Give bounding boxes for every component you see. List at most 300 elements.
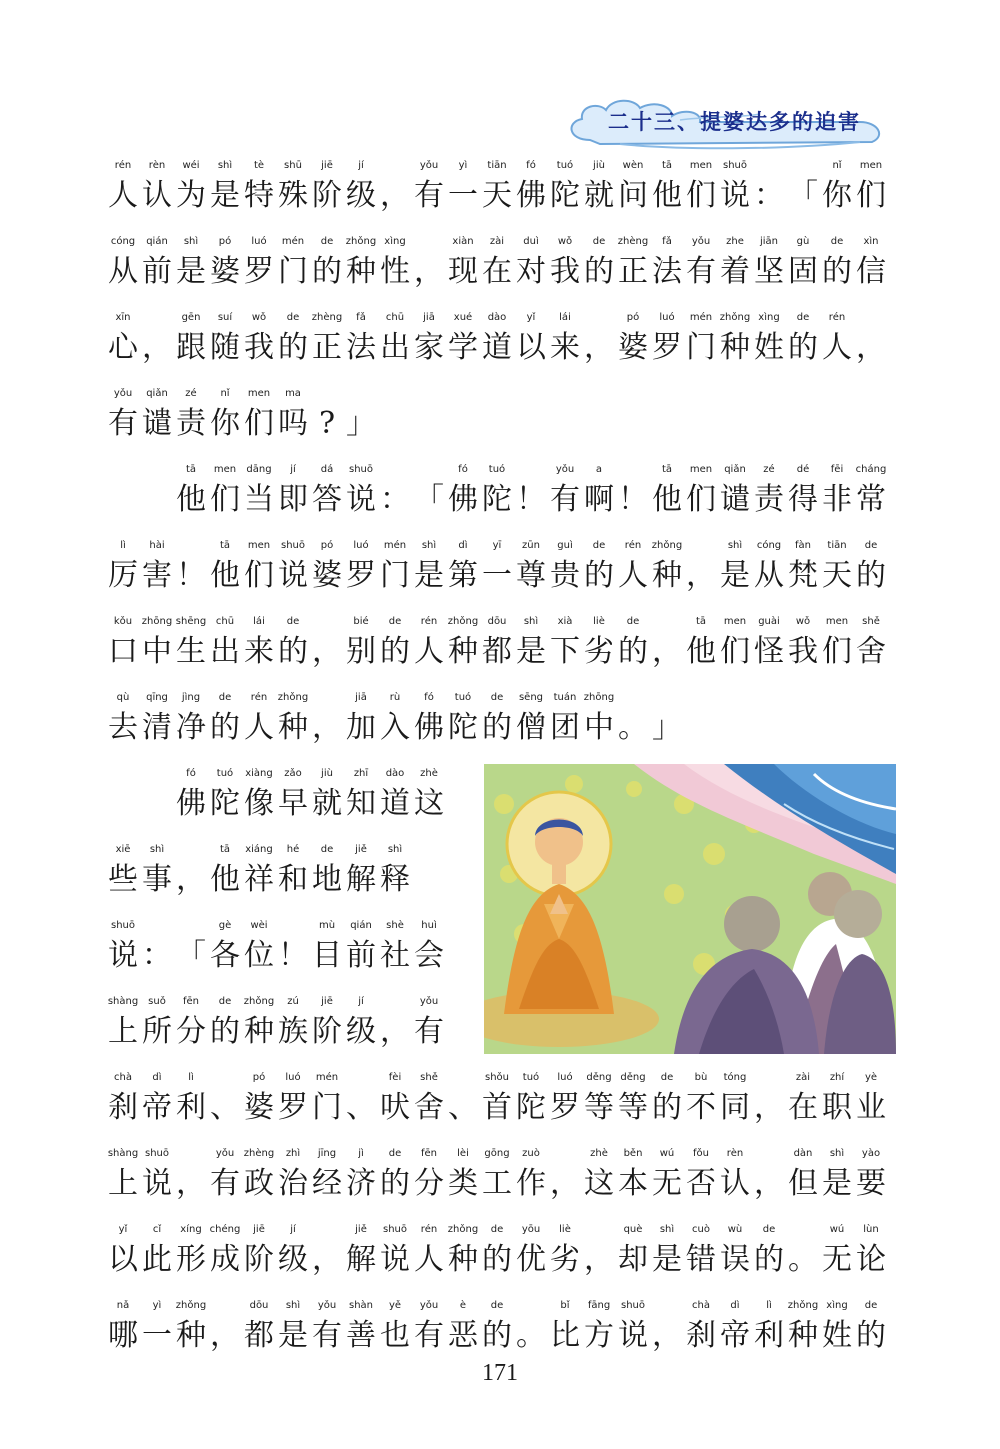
- ruby-char: [344, 616, 378, 670]
- ruby-char: [412, 1300, 446, 1354]
- pinyin: tiān: [827, 540, 847, 551]
- hanzi: 认: [142, 178, 172, 213]
- pinyin: xíng: [180, 1224, 202, 1235]
- hanzi: 要: [856, 1166, 886, 1201]
- ruby-char: [582, 160, 616, 214]
- hanzi: 婆: [244, 1090, 274, 1125]
- hanzi: 错: [686, 1242, 716, 1277]
- pinyin: pó: [218, 236, 232, 247]
- pinyin: hài: [149, 540, 165, 551]
- ruby-char: [718, 464, 752, 518]
- hanzi: 类: [448, 1166, 478, 1201]
- ruby-char: [650, 1300, 684, 1354]
- hanzi: 、: [210, 1090, 240, 1125]
- hanzi: 在: [788, 1090, 818, 1125]
- hanzi: 责: [754, 482, 784, 517]
- hanzi: 们: [686, 178, 716, 213]
- ruby-char: [752, 160, 786, 214]
- hanzi: 都: [482, 634, 512, 669]
- hanzi: 天: [822, 558, 852, 593]
- ruby-char: [854, 1148, 888, 1202]
- pinyin: xiàng: [245, 768, 273, 779]
- pinyin: yǒu: [555, 464, 575, 475]
- text-line: [106, 920, 446, 974]
- ruby-char: [242, 768, 276, 822]
- pinyin: lèi: [457, 1148, 469, 1159]
- pinyin: zhèng: [243, 1148, 275, 1159]
- ruby-char: [684, 464, 718, 518]
- hanzi: 会: [414, 938, 444, 973]
- ruby-char: [820, 1072, 854, 1126]
- hanzi: 善: [346, 1318, 376, 1353]
- pinyin: tuán: [553, 692, 577, 703]
- text-line: [106, 1072, 888, 1126]
- text-line: [106, 388, 378, 442]
- pinyin: shēng: [175, 616, 207, 627]
- ruby-char: [548, 540, 582, 594]
- hanzi: 我: [550, 254, 580, 289]
- text-line: [106, 1224, 888, 1278]
- hanzi: 劣: [584, 634, 614, 669]
- ruby-char: [446, 236, 480, 290]
- pinyin: yǒu: [691, 236, 711, 247]
- ruby-char: [514, 160, 548, 214]
- hanzi: 陀: [482, 482, 512, 517]
- pinyin: fó: [458, 464, 468, 475]
- hanzi: 有: [414, 178, 444, 213]
- ruby-char: [276, 540, 310, 594]
- ruby-char: [242, 160, 276, 214]
- ruby-char: [718, 236, 752, 290]
- pinyin: děng: [586, 1072, 612, 1083]
- ruby-char: [718, 616, 752, 670]
- hanzi: 分: [176, 1014, 206, 1049]
- ruby-char: [446, 540, 480, 594]
- hanzi: 佛: [414, 710, 444, 745]
- chapter-title: 二十三、提婆达多的迫害: [608, 110, 861, 134]
- ruby-char: [174, 1224, 208, 1278]
- pinyin: jí: [290, 1224, 296, 1235]
- pinyin: bié: [353, 616, 369, 627]
- ruby-char: [548, 1224, 582, 1278]
- pinyin: jiān: [759, 236, 779, 247]
- text-line: [174, 768, 446, 822]
- ruby-char: [242, 1224, 276, 1278]
- pinyin: zhǒng: [787, 1300, 819, 1311]
- pinyin: zhí: [829, 1072, 845, 1083]
- pinyin: xìng: [384, 236, 406, 247]
- hanzi: 说: [346, 482, 376, 517]
- pinyin: lì: [188, 1072, 194, 1083]
- hanzi: 比: [550, 1318, 580, 1353]
- pinyin: shì: [387, 844, 403, 855]
- ruby-char: [412, 540, 446, 594]
- hanzi: 他: [210, 558, 240, 593]
- hanzi: 净: [176, 710, 206, 745]
- ruby-char: [242, 692, 276, 746]
- pinyin: de: [490, 1300, 504, 1311]
- ruby-char: [480, 616, 514, 670]
- hanzi: 僧: [516, 710, 546, 745]
- pinyin: cóng: [756, 540, 782, 551]
- hanzi: ，: [380, 1014, 410, 1049]
- hanzi: 的: [652, 1090, 682, 1125]
- pinyin: zhe: [726, 236, 744, 247]
- pinyin: wù: [727, 1224, 743, 1235]
- hanzi: 道: [482, 330, 512, 365]
- pinyin: tuó: [556, 160, 574, 171]
- ruby-char: [480, 312, 514, 366]
- pinyin: de: [286, 616, 300, 627]
- pinyin: liè: [593, 616, 605, 627]
- ruby-char: [140, 996, 174, 1050]
- hanzi: 固: [788, 254, 818, 289]
- ruby-char: [174, 1072, 208, 1126]
- pinyin: chéng: [209, 1224, 241, 1235]
- hanzi: 像: [244, 786, 274, 821]
- ruby-char: [140, 616, 174, 670]
- pinyin: xiē: [115, 844, 131, 855]
- hanzi: 来: [244, 634, 274, 669]
- pinyin: de: [864, 540, 878, 551]
- pinyin: wèi: [250, 920, 268, 931]
- pinyin: xīn: [115, 312, 131, 323]
- pinyin: shàng: [107, 996, 139, 1007]
- hanzi: 出: [210, 634, 240, 669]
- ruby-char: [310, 312, 344, 366]
- hanzi: 作: [516, 1166, 546, 1201]
- pinyin: shì: [183, 236, 199, 247]
- pinyin: tè: [253, 160, 265, 171]
- hanzi: 级: [346, 1014, 376, 1049]
- pinyin: shì: [217, 160, 233, 171]
- hanzi: 释: [380, 862, 410, 897]
- pinyin: fǒu: [693, 1148, 709, 1159]
- ruby-char: [344, 160, 378, 214]
- text-line: [106, 1148, 888, 1202]
- pinyin: xué: [453, 312, 473, 323]
- ruby-char: [378, 616, 412, 670]
- hanzi: 种: [448, 1242, 478, 1277]
- hanzi: 本: [618, 1166, 648, 1201]
- pinyin: men: [689, 464, 713, 475]
- ruby-char: [344, 1148, 378, 1202]
- hanzi: 是: [176, 254, 206, 289]
- hanzi: 级: [346, 178, 376, 213]
- hanzi: ，: [312, 710, 342, 745]
- pinyin: shè: [386, 920, 404, 931]
- hanzi: 谴: [720, 482, 750, 517]
- ruby-char: [140, 236, 174, 290]
- pinyin: zài: [489, 236, 505, 247]
- hanzi: 是: [278, 1318, 308, 1353]
- ruby-char: [140, 844, 174, 898]
- pinyin: qiǎn: [724, 464, 746, 475]
- ruby-char: [718, 1300, 752, 1354]
- hanzi: 阶: [312, 178, 342, 213]
- ruby-char: [242, 1300, 276, 1354]
- pinyin: dōu: [249, 1300, 269, 1311]
- pinyin: děng: [620, 1072, 646, 1083]
- pinyin: zhī: [353, 768, 369, 779]
- pinyin: shuō: [722, 160, 747, 171]
- ruby-char: [378, 768, 412, 822]
- ruby-char: [514, 616, 548, 670]
- hanzi: 们: [822, 634, 852, 669]
- ruby-char: [480, 692, 514, 746]
- pinyin: rén: [250, 692, 268, 703]
- ruby-char: [106, 236, 140, 290]
- ruby-char: [514, 1300, 548, 1354]
- hanzi: 祥: [244, 862, 274, 897]
- pinyin: zhǒng: [345, 236, 377, 247]
- ruby-char: [480, 236, 514, 290]
- hanzi: 的: [788, 330, 818, 365]
- pinyin: de: [490, 692, 504, 703]
- pinyin: què: [623, 1224, 643, 1235]
- hanzi: 坚: [754, 254, 784, 289]
- ruby-char: [480, 1148, 514, 1202]
- pinyin: jiù: [321, 768, 333, 779]
- ruby-char: [412, 1148, 446, 1202]
- hanzi: 舍: [414, 1090, 444, 1125]
- hanzi: 是: [720, 558, 750, 593]
- pinyin: wú: [659, 1148, 675, 1159]
- ruby-char: [446, 312, 480, 366]
- pinyin: mén: [383, 540, 407, 551]
- pinyin: men: [689, 160, 713, 171]
- pinyin: bù: [694, 1072, 708, 1083]
- pinyin: gēn: [181, 312, 201, 323]
- pinyin: nǐ: [220, 388, 230, 399]
- hanzi: 罗: [652, 330, 682, 365]
- pinyin: shì: [727, 540, 743, 551]
- ruby-char: [174, 920, 208, 974]
- ruby-char: [174, 616, 208, 670]
- hanzi: ：: [754, 178, 784, 213]
- hanzi: 但: [788, 1166, 818, 1201]
- pinyin: wéi: [182, 160, 200, 171]
- pinyin: zhǒng: [651, 540, 683, 551]
- ruby-char: [242, 616, 276, 670]
- pinyin: shuō: [620, 1300, 645, 1311]
- pinyin: fēn: [182, 996, 199, 1007]
- hanzi: 些: [108, 862, 138, 897]
- hanzi: 舍: [856, 634, 886, 669]
- pinyin: tā: [219, 540, 231, 551]
- ruby-char: [242, 1148, 276, 1202]
- pinyin: shì: [829, 1148, 845, 1159]
- hanzi: 业: [856, 1090, 886, 1125]
- ruby-char: [106, 1148, 140, 1202]
- ruby-char: [276, 388, 310, 442]
- ruby-char: [854, 312, 888, 366]
- hanzi: 的: [822, 254, 852, 289]
- ruby-char: [854, 1072, 888, 1126]
- hanzi: 的: [312, 254, 342, 289]
- ruby-char: [820, 464, 854, 518]
- pinyin: zài: [795, 1072, 811, 1083]
- pinyin: tā: [695, 616, 707, 627]
- pinyin: rén: [114, 160, 132, 171]
- hanzi: 工: [482, 1166, 512, 1201]
- pinyin: de: [830, 236, 844, 247]
- ruby-char: [242, 996, 276, 1050]
- hanzi: 啊: [584, 482, 614, 517]
- ruby-char: [310, 616, 344, 670]
- pinyin: yě: [388, 1300, 402, 1311]
- ruby-char: [106, 920, 140, 974]
- ruby-char: [174, 236, 208, 290]
- hanzi: 「: [176, 938, 206, 973]
- pinyin: tóng: [723, 1072, 747, 1083]
- buddha-illustration: [484, 764, 896, 1054]
- pinyin: wǒ: [557, 236, 573, 247]
- ruby-char: [582, 464, 616, 518]
- ruby-char: [582, 312, 616, 366]
- ruby-char: [208, 768, 242, 822]
- ruby-char: [582, 236, 616, 290]
- ruby-char: [412, 1224, 446, 1278]
- text-line: [174, 464, 888, 518]
- ruby-char: [616, 312, 650, 366]
- hanzi: 是: [414, 558, 444, 593]
- pinyin: rén: [420, 1224, 438, 1235]
- hanzi: 说: [278, 558, 308, 593]
- pinyin: yì: [458, 160, 468, 171]
- pinyin: tuó: [522, 1072, 540, 1083]
- ruby-char: [650, 1224, 684, 1278]
- pinyin: bǐ: [560, 1300, 570, 1311]
- ruby-char: [548, 464, 582, 518]
- pinyin: tā: [661, 464, 673, 475]
- ruby-char: [106, 616, 140, 670]
- hanzi: 中: [584, 710, 614, 745]
- hanzi: 无: [822, 1242, 852, 1277]
- ruby-char: [854, 1300, 888, 1354]
- ruby-char: [786, 616, 820, 670]
- pinyin: tuó: [216, 768, 234, 779]
- ruby-char: [786, 1148, 820, 1202]
- hanzi: 阶: [244, 1242, 274, 1277]
- hanzi: 们: [244, 406, 274, 441]
- ruby-char: [514, 236, 548, 290]
- ruby-char: [752, 1072, 786, 1126]
- hanzi: 罗: [244, 254, 274, 289]
- ruby-char: [412, 312, 446, 366]
- hanzi: 厉: [108, 558, 138, 593]
- ruby-char: [310, 1148, 344, 1202]
- pinyin: men: [859, 160, 883, 171]
- hanzi: 方: [584, 1318, 614, 1353]
- hanzi: 的: [380, 1166, 410, 1201]
- hanzi: 们: [686, 482, 716, 517]
- hanzi: 知: [346, 786, 376, 821]
- ruby-char: [514, 312, 548, 366]
- pinyin: xiáng: [245, 844, 273, 855]
- hanzi: 性: [380, 254, 410, 289]
- ruby-char: [650, 160, 684, 214]
- pinyin: fāng: [587, 1300, 611, 1311]
- ruby-char: [854, 616, 888, 670]
- ruby-char: [412, 236, 446, 290]
- pinyin: rén: [420, 616, 438, 627]
- hanzi: 的: [482, 1318, 512, 1353]
- hanzi: 、: [448, 1090, 478, 1125]
- ruby-char: [718, 1224, 752, 1278]
- hanzi: 经: [312, 1166, 342, 1201]
- pinyin: zhèng: [617, 236, 649, 247]
- ruby-char: [480, 1300, 514, 1354]
- hanzi: 。: [618, 710, 648, 745]
- ruby-char: [752, 616, 786, 670]
- ruby-char: [480, 1224, 514, 1278]
- pinyin: fēi: [830, 464, 844, 475]
- ruby-char: [310, 160, 344, 214]
- pinyin: rén: [828, 312, 846, 323]
- hanzi: ，: [584, 1242, 614, 1277]
- pinyin: fó: [526, 160, 536, 171]
- ruby-char: [786, 236, 820, 290]
- hanzi: 别: [346, 634, 376, 669]
- pinyin: dào: [385, 768, 405, 779]
- hanzi: 人: [414, 1242, 444, 1277]
- hanzi: 济: [346, 1166, 376, 1201]
- hanzi: 人: [414, 634, 444, 669]
- hanzi: ！: [618, 482, 648, 517]
- hanzi: 以: [516, 330, 546, 365]
- ruby-char: [344, 236, 378, 290]
- ruby-char: [548, 236, 582, 290]
- pinyin: gù: [796, 236, 810, 247]
- pinyin: mén: [281, 236, 305, 247]
- pinyin: pó: [320, 540, 334, 551]
- pinyin: de: [796, 312, 810, 323]
- pinyin: rù: [389, 692, 401, 703]
- hanzi: 目: [312, 938, 342, 973]
- chapter-header: [560, 92, 900, 154]
- hanzi: 陀: [516, 1090, 546, 1125]
- hanzi: 法: [346, 330, 376, 365]
- ruby-char: [310, 236, 344, 290]
- pinyin: ma: [285, 388, 301, 399]
- hanzi: 为: [176, 178, 206, 213]
- hanzi: 分: [414, 1166, 444, 1201]
- hanzi: 有: [414, 1014, 444, 1049]
- pinyin: shě: [420, 1072, 438, 1083]
- hanzi: 种: [176, 1318, 206, 1353]
- pinyin: de: [218, 996, 232, 1007]
- hanzi: 的: [584, 558, 614, 593]
- ruby-char: [276, 160, 310, 214]
- text-line: [106, 236, 888, 290]
- hanzi: 佛: [448, 482, 478, 517]
- pinyin: zhè: [420, 768, 438, 779]
- ruby-char: [616, 540, 650, 594]
- pinyin: yǐ: [118, 1224, 128, 1235]
- hanzi: ，: [652, 1318, 682, 1353]
- ruby-char: [514, 1148, 548, 1202]
- ruby-char: [412, 464, 446, 518]
- pinyin: zhōng: [583, 692, 615, 703]
- pinyin: nǎ: [116, 1300, 130, 1311]
- hanzi: 族: [278, 1014, 308, 1049]
- hanzi: 认: [720, 1166, 750, 1201]
- hanzi: ?: [318, 406, 336, 441]
- pinyin: yǐ: [526, 312, 536, 323]
- ruby-char: [344, 996, 378, 1050]
- hanzi: 第: [448, 558, 478, 593]
